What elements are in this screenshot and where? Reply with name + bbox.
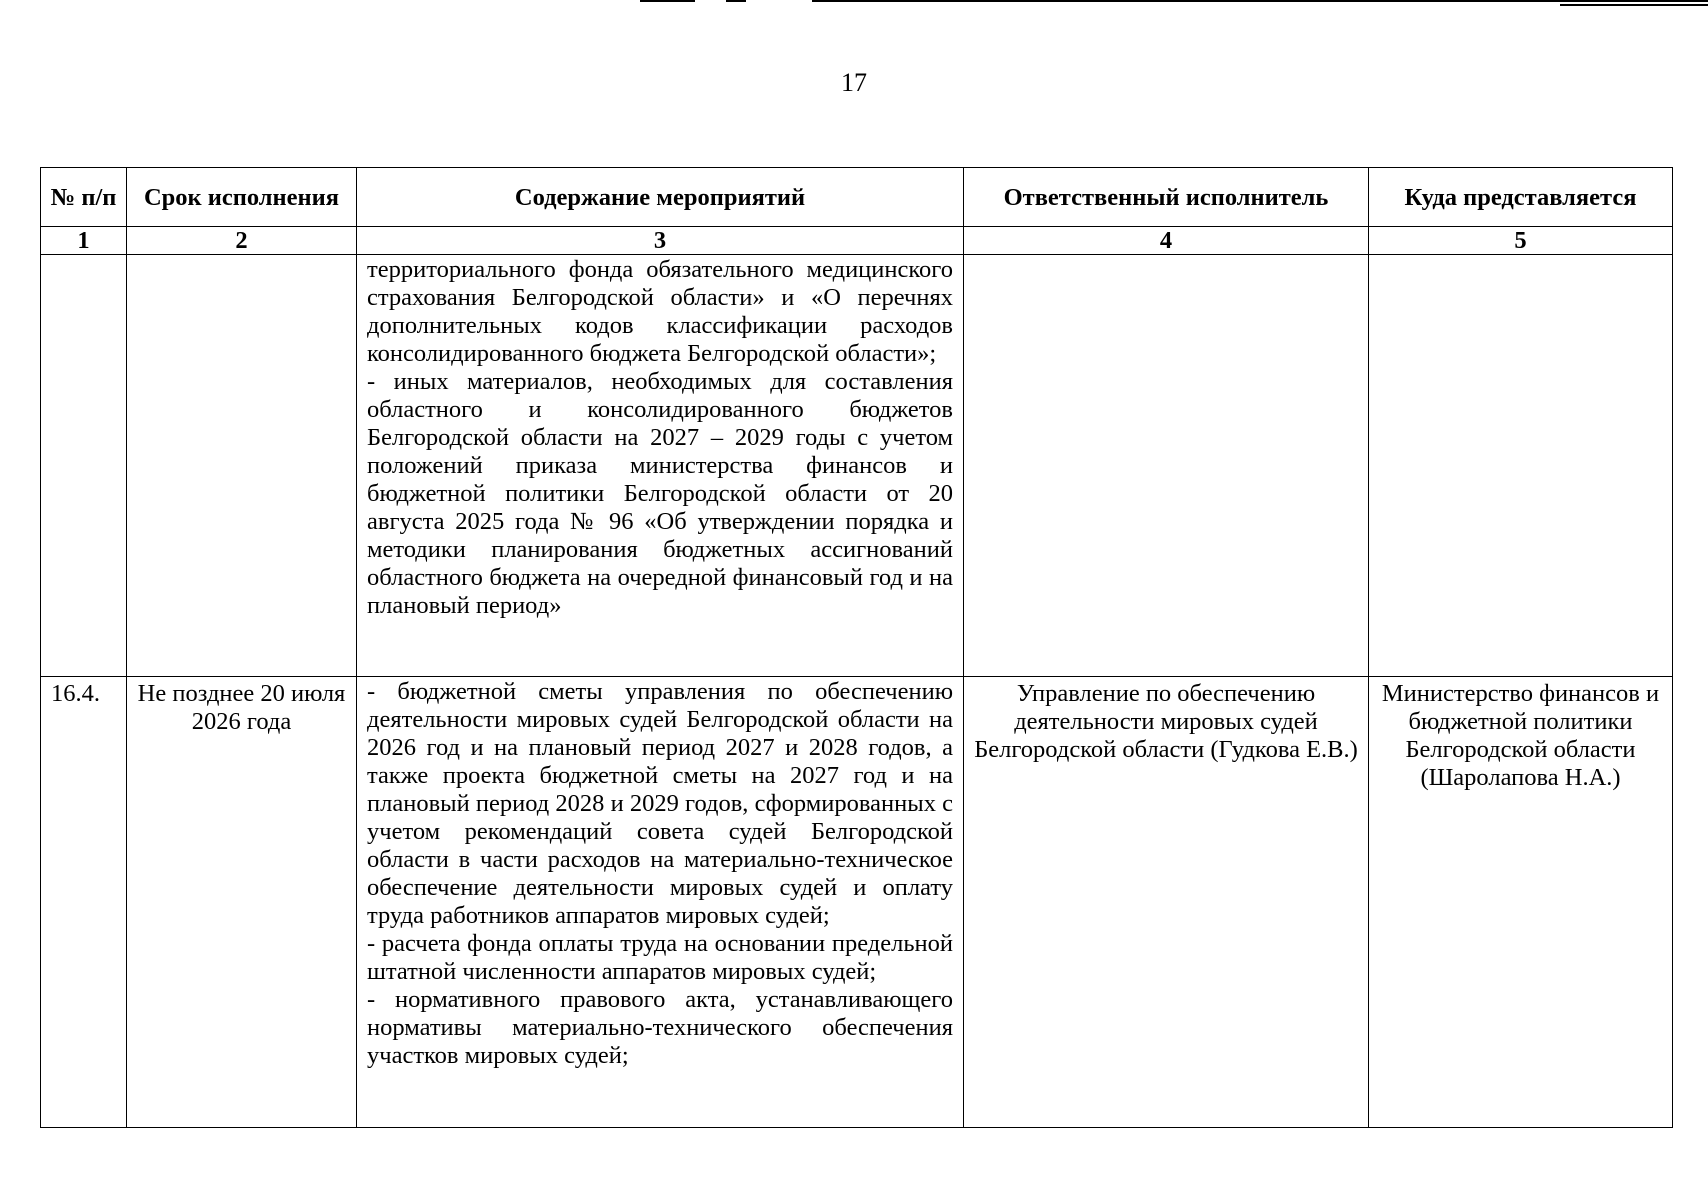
scan-artifact-line [640,0,695,2]
column-number: 2 [127,227,357,255]
scan-artifact-line [1560,4,1708,6]
column-number: 3 [357,227,964,255]
header-recipient: Куда представляется [1369,168,1673,227]
row-deadline: Не позднее 20 июля 2026 года [127,677,357,1128]
column-number: 4 [964,227,1369,255]
row-deadline [127,255,357,677]
content-paragraph: - расчета фонда оплаты труда на основании предельной штатной численности аппаратов мировых судей; [367,930,953,985]
row-content [357,255,964,677]
content-paragraph: территориального фонда обязательного медицинского страхования Белгородской области» и «О перечнях дополнительных кодов классификации расходов консолидированного бюджета Белгородской области»; [367,256,953,367]
table-row [41,677,1673,1128]
column-number-row [41,227,1673,255]
header-deadline: Срок исполнения [127,168,357,227]
row-number: 16.4. [41,677,127,1128]
row-number [41,255,127,677]
content-paragraph: - нормативного правового акта, устанавливающего нормативы материально-технического обеспечения участков мировых судей; [367,986,953,1069]
header-content: Содержание мероприятий [357,168,964,227]
row-responsible: Управление по обеспечению деятельности мировых судей Белгородской области (Гудкова Е.В.) [964,677,1369,1128]
header-responsible: Ответственный исполнитель [964,168,1369,227]
row-recipient: Министерство финансов и бюджетной политики Белгородской области (Шаролапова Н.А.) [1369,677,1673,1128]
table-header-row [41,168,1673,227]
page-number: 17 [841,68,867,97]
content-paragraph: - бюджетной сметы управления по обеспечению деятельности мировых судей Белгородской области на 2026 год и на плановый период 2027 и 2028 годов, а также проекта бюджетной сметы на 2027 год и на плановый период 2028 и 2029 годов, сформированных с учетом рекомендаций совета судей Белгородской области в части расходов на материально-техническое обеспечение деятельности мировых судей и оплату труда работников аппаратов мировых судей; [367,678,953,929]
table-row [41,255,1673,677]
header-number: № п/п [41,168,127,227]
scan-artifact-line [726,0,746,2]
content-paragraph: - иных материалов, необходимых для составления областного и консолидированного бюджетов Белгородской области на 2027 – 2029 годы с учетом положений приказа министерства финансов и бюджетной политики Белгородской области от 20 августа 2025 года № 96 «Об утверждении порядка и методики планирования бюджетных ассигнований областного бюджета на очередной финансовый год и на плановый период» [367,368,953,619]
row-content [357,677,964,1128]
action-plan-table [40,167,1673,1128]
column-number: 5 [1369,227,1673,255]
row-responsible [964,255,1369,677]
scan-artifact-line [812,0,1708,2]
row-recipient [1369,255,1673,677]
column-number: 1 [41,227,127,255]
